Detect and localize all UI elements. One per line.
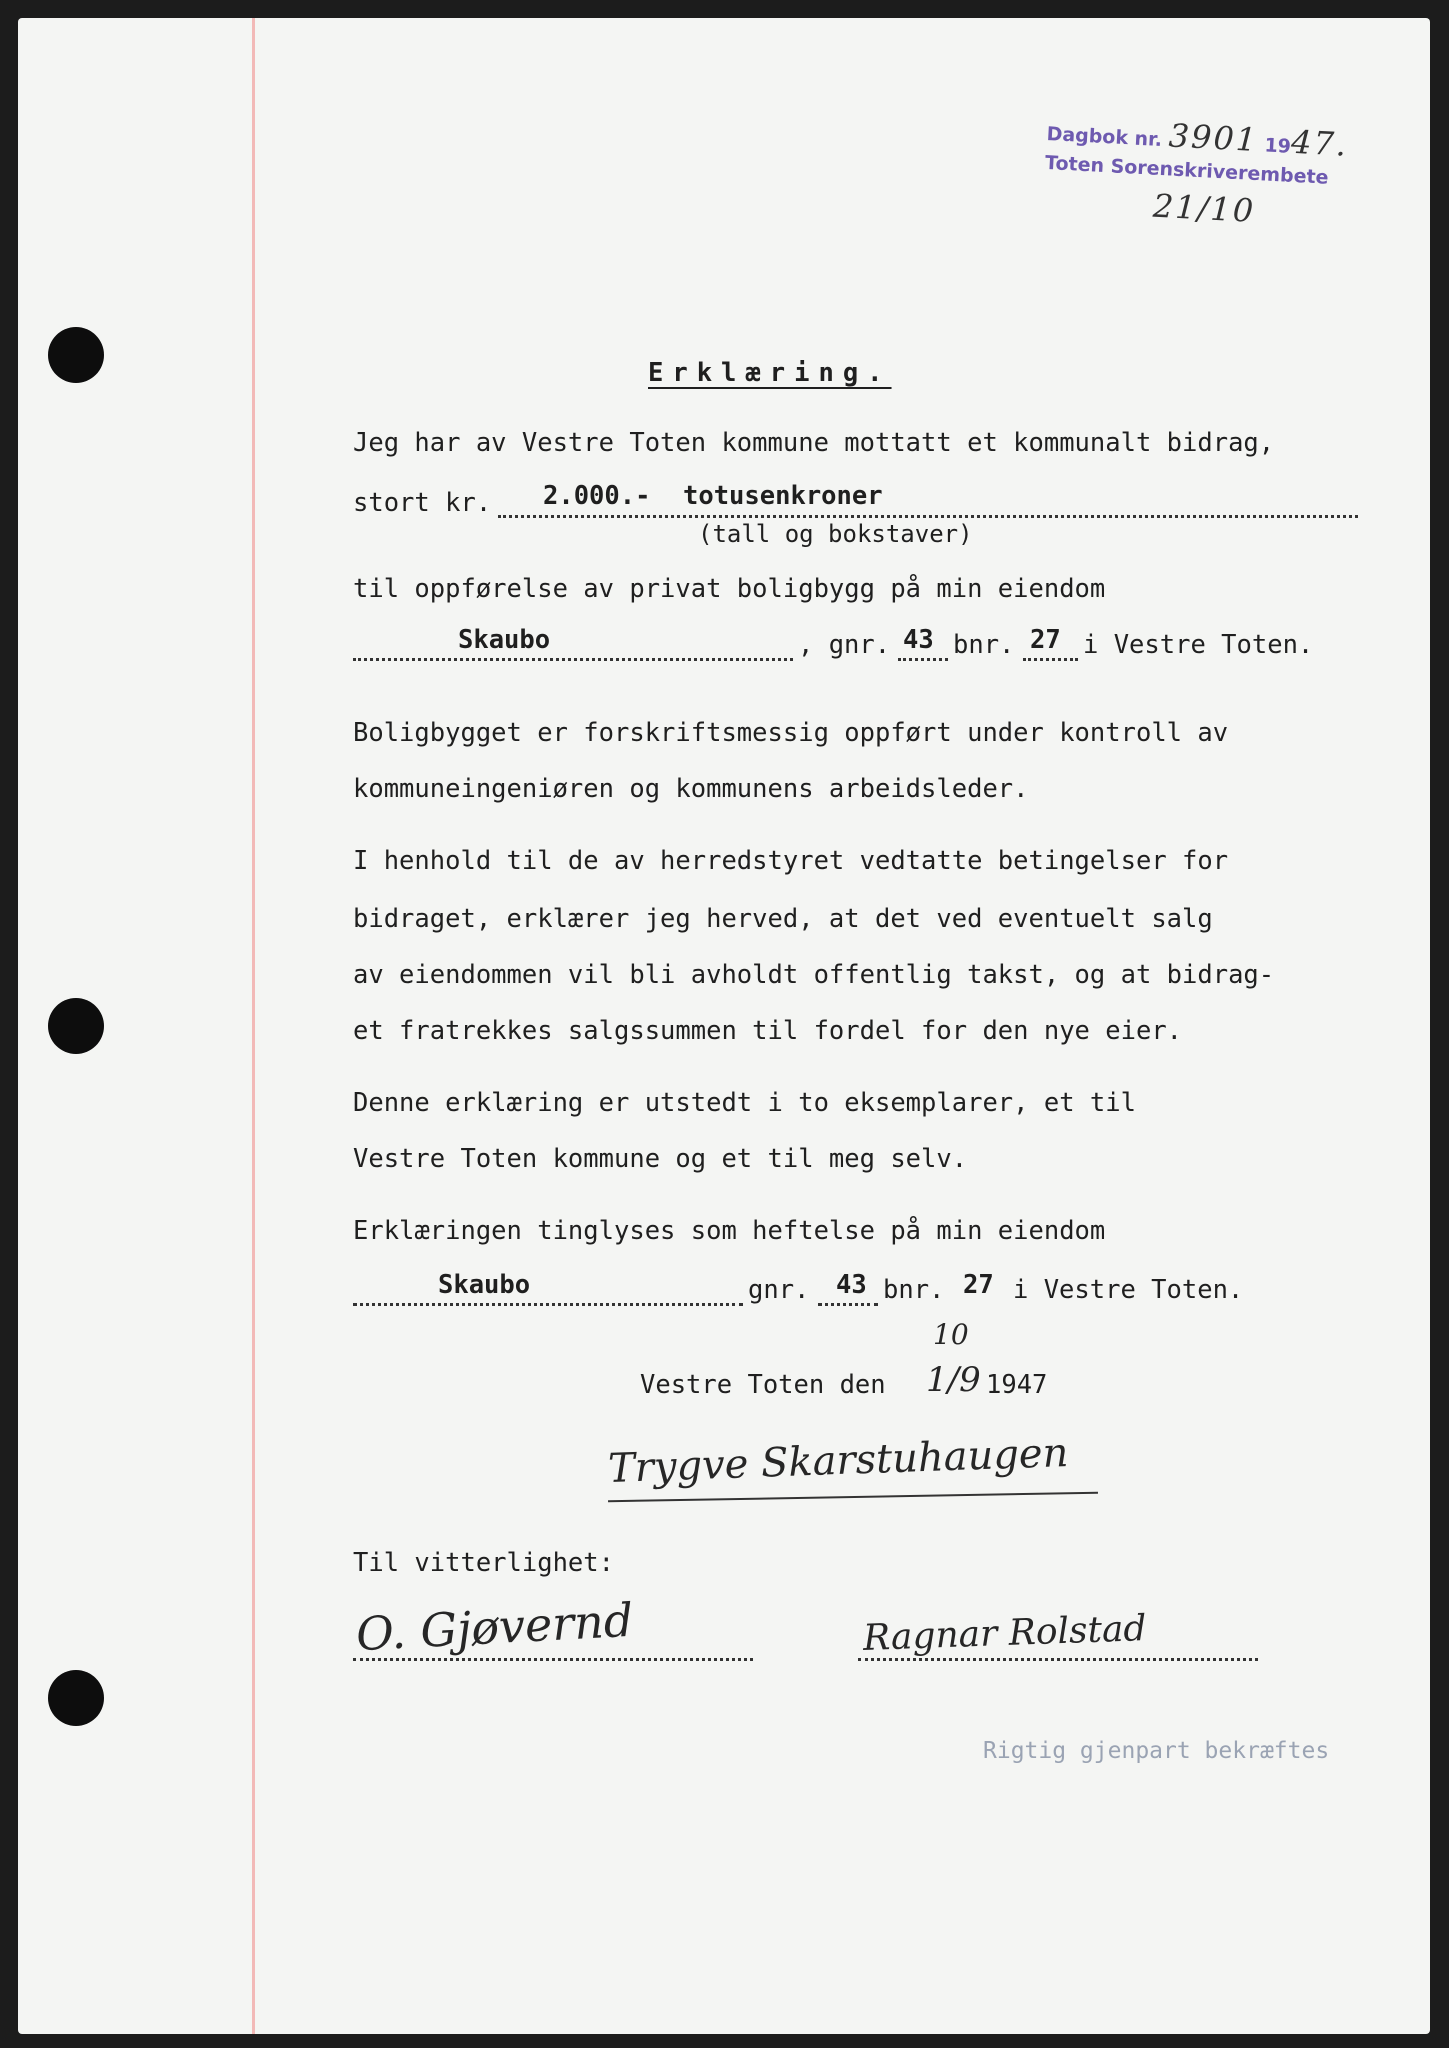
certification-text: Rigtig gjenpart bekræftes [983, 1738, 1330, 1764]
gnr-value: 43 [903, 625, 934, 655]
gnr-dotted-line-2 [818, 1303, 878, 1306]
dateline-day-overwrite: 10 [933, 1318, 969, 1351]
body-line: Vestre Toten kommune og et til meg selv. [353, 1144, 968, 1174]
document-page [18, 18, 1430, 2034]
witness-label: Til vitterlighet: [353, 1548, 614, 1578]
amount-hint: (tall og bokstaver) [698, 520, 973, 548]
punch-hole-middle [48, 998, 104, 1054]
dateline-day-month: 1/9 [926, 1360, 981, 1400]
bnr-value: 27 [1030, 625, 1061, 655]
declarant-signature-underline [608, 1492, 1098, 1503]
witness-1-signature: O. Gjøvernd [354, 1592, 635, 1662]
stamp-dagbok-label: Dagbok nr. [1046, 122, 1163, 151]
margin-rule [252, 18, 255, 2034]
witness-1-dotted-line [353, 1658, 753, 1661]
stamp-year-prefix: 19 [1263, 134, 1292, 158]
body-line: et fratrekkes salgssummen til fordel for den nye eier. [353, 1016, 1183, 1046]
body-line: kommuneingeniøren og kommunens arbeidsleder. [353, 774, 1029, 804]
amount-dotted-line [498, 515, 1358, 518]
amount-label: stort kr. [353, 488, 492, 518]
witness-2-signature: Ragnar Rolstad [862, 1608, 1148, 1659]
body-line: bidraget, erklærer jeg herved, at det ved eventuelt salg [353, 904, 1213, 934]
property-dotted-line-2 [353, 1303, 743, 1306]
location: i Vestre Toten. [1083, 630, 1314, 660]
property-name: Skaubo [458, 625, 551, 655]
amount-words: totusenkroner [683, 481, 883, 511]
stamp-number: 3901 [1167, 116, 1260, 160]
body-line: Denne erklæring er utstedt i to eksemplarer, et til [353, 1088, 1136, 1118]
gnr-value-2: 43 [836, 1270, 867, 1300]
punch-hole-top [48, 327, 104, 383]
dateline-year: 1947 [986, 1370, 1048, 1400]
body-line: Boligbygget er forskriftsmessig oppført under kontroll av [353, 718, 1229, 748]
body-line: I henhold til de av herredstyret vedtatte betingelser for [353, 846, 1229, 876]
location-2: i Vestre Toten. [1013, 1275, 1244, 1305]
bnr-label-2: bnr. [883, 1275, 945, 1305]
declarant-signature: Trygve Skarstuhaugen [607, 1429, 1070, 1493]
bnr-dotted-line [1023, 658, 1078, 661]
stamp-year-suffix: 47. [1290, 122, 1350, 164]
body-line: Erklæringen tinglyses som heftelse på min eiendom [353, 1216, 1106, 1246]
gnr-label-2: gnr. [748, 1275, 810, 1305]
amount-figure: 2.000.- [543, 481, 651, 511]
gnr-label: , gnr. [798, 630, 891, 660]
property-dotted-line [353, 658, 793, 661]
gnr-dotted-line [898, 658, 948, 661]
body-line: Jeg har av Vestre Toten kommune mottatt et kommunalt bidrag, [353, 428, 1275, 458]
stamp-date: 21/10 [1152, 186, 1257, 230]
bnr-label: bnr. [953, 630, 1015, 660]
witness-2-dotted-line [858, 1658, 1258, 1661]
stamp-office: Toten Sorenskriverembete [1044, 152, 1330, 189]
body-line: til oppførelse av privat boligbygg på min eiendom [353, 574, 1106, 604]
document-title: Erklæring. [648, 358, 892, 388]
property-name-2: Skaubo [438, 1270, 531, 1300]
registry-stamp [1042, 108, 1349, 238]
bnr-value-2: 27 [963, 1270, 994, 1300]
body-line: av eiendommen vil bli avholdt offentlig takst, og at bidrag- [353, 960, 1275, 990]
punch-hole-bottom [48, 1670, 104, 1726]
dateline-prefix: Vestre Toten den [640, 1370, 886, 1400]
